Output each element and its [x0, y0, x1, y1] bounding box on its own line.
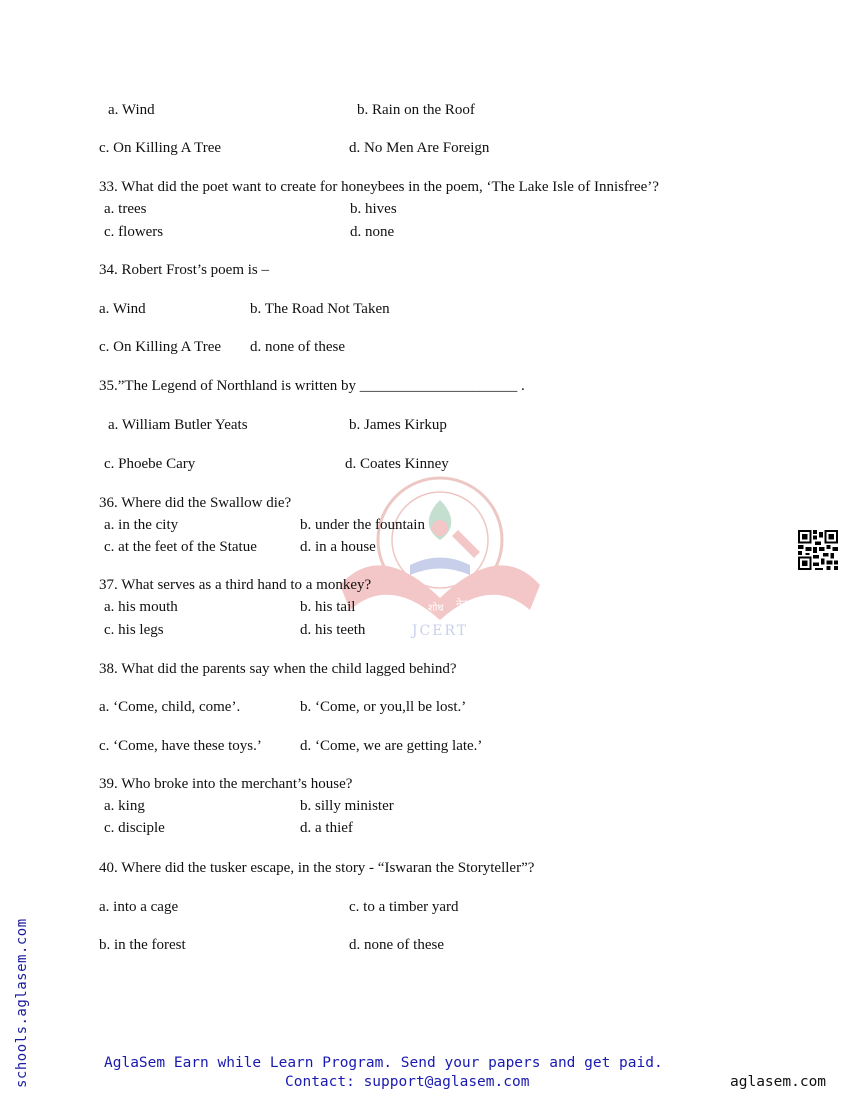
q38-option-c: c. ‘Come, have these toys.’ [99, 738, 262, 754]
logo-org-name: JCERT [411, 623, 469, 639]
q33-option-a: a. trees [104, 201, 147, 217]
q34-option-a: a. Wind [99, 301, 146, 317]
banner-word-3: नेतृत्व [456, 599, 476, 610]
q37-option-c: c. his legs [104, 622, 164, 638]
q35-option-c: c. Phoebe Cary [104, 456, 196, 472]
side-site-url[interactable]: schools.aglasem.com [14, 918, 30, 1088]
banner-word-1: अन्वेष [384, 599, 406, 610]
qr-code[interactable] [798, 530, 838, 570]
q39-option-c: c. disciple [104, 820, 165, 836]
q39-option-a: a. king [104, 798, 145, 814]
banner-word-2: शोध [428, 603, 444, 614]
q38-option-d: d. ‘Come, we are getting late.’ [300, 738, 483, 754]
q39-option-d: d. a thief [300, 820, 353, 836]
q37-question: 37. What serves as a third hand to a monkey? [99, 577, 372, 593]
q35-question: 35.”The Legend of Northland is written by _____________________ . [99, 378, 525, 394]
q32-option-a: a. Wind [108, 102, 155, 118]
q36-option-d: d. in a house [300, 539, 376, 555]
q37-option-d: d. his teeth [300, 622, 366, 638]
q35-option-b: b. James Kirkup [349, 417, 447, 433]
q35-option-a: a. William Butler Yeats [108, 417, 248, 433]
logo-pen-icon [452, 530, 480, 558]
q34-question: 34. Robert Frost’s poem is – [99, 262, 270, 278]
q39-question: 39. Who broke into the merchant’s house? [99, 776, 353, 792]
q40-question: 40. Where did the tusker escape, in the story - “Iswaran the Storyteller”? [99, 860, 535, 876]
q36-option-a: a. in the city [104, 517, 179, 533]
footer-site-link[interactable]: aglasem.com [730, 1074, 827, 1090]
logo-book-icon [410, 558, 470, 576]
q33-option-d: d. none [350, 224, 395, 240]
q33-option-c: c. flowers [104, 224, 164, 240]
q36-question: 36. Where did the Swallow die? [99, 495, 292, 511]
logo-flame-icon [432, 520, 448, 536]
q36-option-c: c. at the feet of the Statue [104, 539, 257, 555]
q37-option-b: b. his tail [300, 599, 356, 615]
q34-option-c: c. On Killing A Tree [99, 339, 222, 355]
q40-option-b: b. in the forest [99, 937, 186, 953]
q34-option-b: b. The Road Not Taken [250, 301, 390, 317]
footer-program-text: AglaSem Earn while Learn Program. Send your papers and get paid. [104, 1055, 663, 1071]
q36-option-b: b. under the fountain [300, 517, 425, 533]
q32-option-b: b. Rain on the Roof [357, 102, 475, 118]
q37-option-a: a. his mouth [104, 599, 178, 615]
q38-option-b: b. ‘Come, or you,ll be lost.’ [300, 699, 467, 715]
footer-contact-link[interactable]: Contact: support@aglasem.com [285, 1074, 530, 1090]
q40-option-d: d. none of these [349, 937, 444, 953]
q38-option-a: a. ‘Come, child, come’. [99, 699, 241, 715]
q34-option-d: d. none of these [250, 339, 345, 355]
q35-option-d: d. Coates Kinney [345, 456, 449, 472]
q32-option-c: c. On Killing A Tree [99, 140, 222, 156]
q33-option-b: b. hives [350, 201, 397, 217]
q40-option-a: a. into a cage [99, 899, 179, 915]
q38-question: 38. What did the parents say when the child lagged behind? [99, 661, 457, 677]
q32-option-d: d. No Men Are Foreign [349, 140, 490, 156]
q39-option-b: b. silly minister [300, 798, 394, 814]
q33-question: 33. What did the poet want to create for honeybees in the poem, ‘The Lake Isle of Innisfree’? [99, 179, 659, 195]
q40-option-c: c. to a timber yard [349, 899, 459, 915]
